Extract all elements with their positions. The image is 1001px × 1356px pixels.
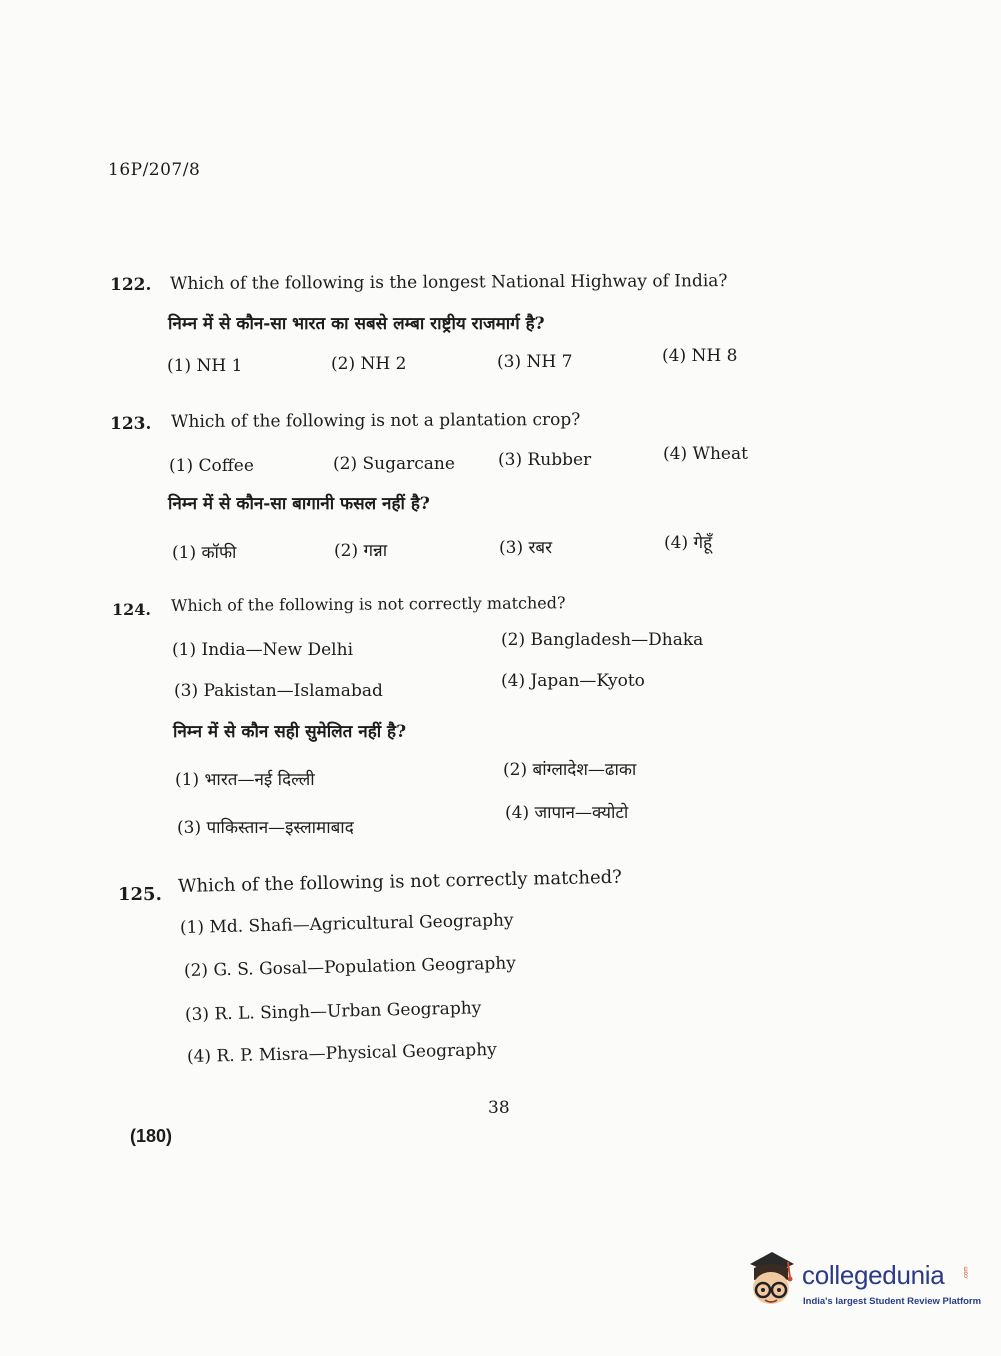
question-number: 125.	[118, 884, 162, 905]
option-4: (4) R. P. Misra—Physical Geography	[186, 1039, 497, 1067]
question-text-en: Which of the following is not a plantation crop?	[170, 409, 581, 432]
question-text-hi: निम्न में से कौन-सा बागानी फसल नहीं है?	[168, 494, 430, 514]
option-hi-1: (1) भारत—नई दिल्ली	[175, 770, 315, 790]
option-1: (1) Coffee	[169, 456, 254, 476]
question-text-hi: निम्न में से कौन सही सुमेलित नहीं है?	[173, 722, 407, 742]
option-hi-2: (2) बांग्लादेश—ढाका	[503, 760, 637, 780]
option-2: (2) G. S. Gosal—Population Geography	[183, 953, 517, 981]
option-hi-4: (4) जापान—क्योटो	[505, 803, 629, 823]
option-hi-1: (1) कॉफी	[172, 543, 237, 563]
set-code: (180)	[130, 1126, 173, 1146]
option-2: (2) Bangladesh—Dhaka	[501, 630, 704, 650]
question-number: 124.	[112, 600, 151, 619]
option-3: (3) Rubber	[498, 450, 592, 470]
question-number: 123.	[110, 414, 152, 434]
brand-tagline: India's largest Student Review Platform	[803, 1296, 982, 1307]
option-hi-4: (4) गेहूँ	[664, 533, 713, 553]
option-2: (2) NH 2	[331, 354, 407, 374]
mascot-icon	[742, 1250, 800, 1312]
question-text-hi: निम्न में से कौन-सा भारत का सबसे लम्बा राष्ट्रीय राजमार्ग है?	[168, 314, 545, 334]
option-hi-2: (2) गन्ना	[334, 541, 388, 561]
brand-suffix: .com	[963, 1266, 970, 1280]
question-text-en: Which of the following is not correctly matched?	[170, 593, 566, 615]
collegedunia-watermark	[742, 1250, 982, 1320]
question-text-en: Which of the following is the longest National Highway of India?	[169, 271, 728, 294]
question-number: 122.	[110, 275, 152, 295]
question-text-en: Which of the following is not correctly matched?	[177, 866, 623, 897]
option-hi-3: (3) पाकिस्तान—इस्लामाबाद	[177, 818, 354, 838]
option-2: (2) Sugarcane	[333, 454, 455, 474]
option-4: (4) NH 8	[662, 346, 738, 366]
option-3: (3) NH 7	[497, 352, 573, 372]
option-hi-3: (3) रबर	[499, 538, 553, 558]
option-4: (4) Japan—Kyoto	[501, 671, 645, 691]
option-1: (1) NH 1	[167, 356, 243, 376]
option-4: (4) Wheat	[663, 444, 748, 464]
option-1: (1) Md. Shafi—Agricultural Geography	[179, 910, 514, 938]
paper-code: 16P/207/8	[108, 160, 201, 180]
page-number: 38	[488, 1098, 510, 1118]
option-1: (1) India—New Delhi	[172, 640, 354, 660]
option-3: (3) R. L. Singh—Urban Geography	[184, 998, 482, 1025]
brand-name: collegedunia	[802, 1260, 945, 1290]
option-3: (3) Pakistan—Islamabad	[174, 681, 383, 701]
